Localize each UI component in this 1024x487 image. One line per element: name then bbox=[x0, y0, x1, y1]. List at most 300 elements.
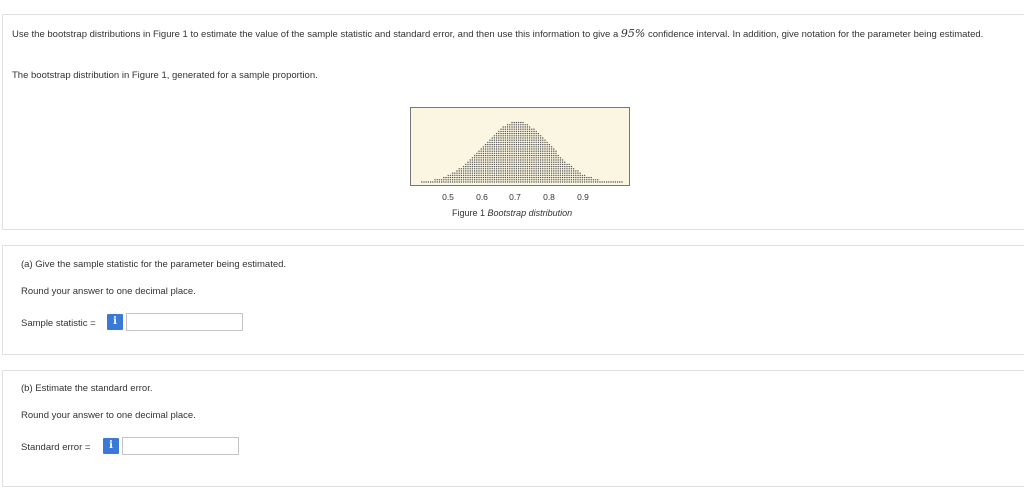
bootstrap-dot bbox=[522, 170, 523, 171]
x-tick-label: 0.5 bbox=[442, 192, 454, 202]
bootstrap-dot bbox=[551, 162, 552, 163]
bootstrap-dot bbox=[470, 162, 471, 163]
bootstrap-dot bbox=[498, 144, 499, 145]
bootstrap-dot bbox=[531, 148, 532, 149]
bootstrap-dot bbox=[498, 155, 499, 156]
bootstrap-dot bbox=[544, 157, 545, 158]
bootstrap-dot bbox=[456, 173, 457, 174]
bootstrap-dot bbox=[518, 177, 519, 178]
bootstrap-dot bbox=[533, 133, 534, 134]
bootstrap-dot bbox=[619, 181, 620, 182]
bootstrap-dot bbox=[571, 179, 572, 180]
bootstrap-dot bbox=[533, 177, 534, 178]
bootstrap-dot bbox=[525, 175, 526, 176]
bootstrap-dot bbox=[448, 181, 449, 182]
bootstrap-dot bbox=[500, 155, 501, 156]
bootstrap-dot bbox=[560, 168, 561, 169]
bootstrap-dot bbox=[538, 133, 539, 134]
bootstrap-dot bbox=[520, 122, 521, 123]
bootstrap-dot bbox=[454, 177, 455, 178]
bootstrap-dot bbox=[487, 159, 488, 160]
bootstrap-dot bbox=[621, 181, 622, 182]
bootstrap-dot bbox=[533, 166, 534, 167]
bootstrap-dot bbox=[514, 124, 515, 125]
bootstrap-dot bbox=[540, 177, 541, 178]
bootstrap-dot bbox=[481, 179, 482, 180]
bootstrap-dot bbox=[507, 153, 508, 154]
bootstrap-dot bbox=[522, 155, 523, 156]
bootstrap-dot bbox=[514, 166, 515, 167]
bootstrap-dot bbox=[487, 155, 488, 156]
bootstrap-dot bbox=[503, 175, 504, 176]
bootstrap-dot bbox=[549, 181, 550, 182]
bootstrap-dot bbox=[595, 181, 596, 182]
bootstrap-dot bbox=[544, 153, 545, 154]
bootstrap-dot bbox=[456, 181, 457, 182]
bootstrap-dot bbox=[518, 175, 519, 176]
bootstrap-dot bbox=[522, 175, 523, 176]
bootstrap-dot bbox=[474, 177, 475, 178]
bootstrap-dot bbox=[494, 164, 495, 165]
bootstrap-dot bbox=[509, 177, 510, 178]
bootstrap-dot bbox=[533, 142, 534, 143]
bootstrap-dot bbox=[483, 153, 484, 154]
bootstrap-dot bbox=[533, 151, 534, 152]
bootstrap-dot bbox=[531, 157, 532, 158]
bootstrap-dot bbox=[518, 166, 519, 167]
bootstrap-dot bbox=[542, 142, 543, 143]
bootstrap-dot bbox=[518, 173, 519, 174]
bootstrap-dot bbox=[544, 140, 545, 141]
bootstrap-dot bbox=[470, 177, 471, 178]
bootstrap-dot bbox=[533, 144, 534, 145]
bootstrap-dot bbox=[481, 170, 482, 171]
bootstrap-dot bbox=[525, 133, 526, 134]
bootstrap-dot bbox=[498, 146, 499, 147]
bootstrap-dot bbox=[575, 170, 576, 171]
bootstrap-dot bbox=[571, 173, 572, 174]
bootstrap-dot bbox=[529, 137, 530, 138]
bootstrap-dot bbox=[551, 179, 552, 180]
bootstrap-dot bbox=[533, 131, 534, 132]
bootstrap-dot bbox=[518, 122, 519, 123]
bootstrap-dot bbox=[514, 153, 515, 154]
bootstrap-dot bbox=[500, 179, 501, 180]
bootstrap-dot bbox=[487, 151, 488, 152]
bootstrap-dot bbox=[474, 159, 475, 160]
bootstrap-dot bbox=[505, 137, 506, 138]
bootstrap-dot bbox=[509, 159, 510, 160]
bootstrap-dot bbox=[474, 164, 475, 165]
bootstrap-dot bbox=[529, 151, 530, 152]
bootstrap-dot bbox=[514, 135, 515, 136]
bootstrap-dot bbox=[496, 135, 497, 136]
bootstrap-dot bbox=[555, 151, 556, 152]
bootstrap-dot bbox=[472, 179, 473, 180]
bootstrap-dot bbox=[531, 144, 532, 145]
bootstrap-dot bbox=[485, 146, 486, 147]
bootstrap-dot bbox=[456, 170, 457, 171]
standard-error-input[interactable] bbox=[122, 437, 239, 455]
bootstrap-dot bbox=[509, 144, 510, 145]
bootstrap-dot bbox=[538, 177, 539, 178]
bootstrap-dot bbox=[505, 140, 506, 141]
bootstrap-dot bbox=[476, 170, 477, 171]
bootstrap-dot bbox=[575, 175, 576, 176]
bootstrap-dot bbox=[500, 153, 501, 154]
bootstrap-dot bbox=[505, 181, 506, 182]
bootstrap-dot bbox=[538, 173, 539, 174]
bootstrap-dot bbox=[560, 170, 561, 171]
bootstrap-dot bbox=[544, 173, 545, 174]
bootstrap-dot bbox=[599, 181, 600, 182]
bootstrap-dot bbox=[505, 166, 506, 167]
bootstrap-dot bbox=[560, 164, 561, 165]
bootstrap-dot bbox=[555, 153, 556, 154]
bootstrap-dot bbox=[536, 159, 537, 160]
x-tick-label: 0.6 bbox=[476, 192, 488, 202]
bootstrap-dot bbox=[516, 137, 517, 138]
bootstrap-dot bbox=[536, 131, 537, 132]
bootstrap-dot bbox=[529, 153, 530, 154]
bootstrap-dot bbox=[489, 148, 490, 149]
bootstrap-dot bbox=[520, 177, 521, 178]
bootstrap-dot bbox=[542, 159, 543, 160]
bootstrap-dot bbox=[452, 177, 453, 178]
bootstrap-dot bbox=[525, 155, 526, 156]
bootstrap-dot bbox=[439, 179, 440, 180]
bootstrap-dot bbox=[496, 164, 497, 165]
bootstrap-dot bbox=[485, 157, 486, 158]
bootstrap-dot bbox=[500, 164, 501, 165]
bootstrap-dot bbox=[547, 148, 548, 149]
bootstrap-dot bbox=[503, 177, 504, 178]
bootstrap-dot bbox=[547, 173, 548, 174]
bootstrap-dot bbox=[520, 162, 521, 163]
info-icon[interactable]: i bbox=[107, 314, 123, 330]
bootstrap-dot bbox=[547, 170, 548, 171]
bootstrap-dot bbox=[580, 173, 581, 174]
bootstrap-dot bbox=[564, 168, 565, 169]
bootstrap-dot bbox=[478, 175, 479, 176]
bootstrap-dot bbox=[472, 157, 473, 158]
bootstrap-dot bbox=[518, 159, 519, 160]
bootstrap-dot bbox=[511, 151, 512, 152]
bootstrap-dot bbox=[558, 170, 559, 171]
bootstrap-dot bbox=[522, 133, 523, 134]
bootstrap-dot bbox=[529, 179, 530, 180]
bootstrap-dot bbox=[487, 153, 488, 154]
bootstrap-dot bbox=[602, 181, 603, 182]
bootstrap-dot bbox=[514, 126, 515, 127]
bootstrap-dot bbox=[542, 144, 543, 145]
bootstrap-dot bbox=[547, 168, 548, 169]
bootstrap-dot bbox=[542, 146, 543, 147]
bootstrap-dot bbox=[478, 173, 479, 174]
bootstrap-dot bbox=[558, 173, 559, 174]
bootstrap-dot bbox=[514, 137, 515, 138]
bootstrap-dot bbox=[514, 177, 515, 178]
bootstrap-dot bbox=[522, 181, 523, 182]
bootstrap-dot bbox=[555, 159, 556, 160]
bootstrap-dot bbox=[522, 159, 523, 160]
bootstrap-dot bbox=[509, 179, 510, 180]
bootstrap-dot bbox=[511, 133, 512, 134]
bootstrap-dot bbox=[487, 157, 488, 158]
bootstrap-dot bbox=[496, 153, 497, 154]
bootstrap-dot bbox=[511, 155, 512, 156]
bootstrap-dot bbox=[608, 181, 609, 182]
bootstrap-dot bbox=[533, 164, 534, 165]
bootstrap-dot bbox=[474, 173, 475, 174]
bootstrap-dot bbox=[474, 166, 475, 167]
bootstrap-dot bbox=[511, 146, 512, 147]
bootstrap-dot bbox=[507, 166, 508, 167]
bootstrap-dot bbox=[511, 175, 512, 176]
bootstrap-dot bbox=[498, 181, 499, 182]
bootstrap-dot bbox=[514, 179, 515, 180]
bootstrap-dot bbox=[503, 164, 504, 165]
bootstrap-dot bbox=[525, 164, 526, 165]
bootstrap-dot bbox=[566, 175, 567, 176]
bootstrap-dot bbox=[558, 164, 559, 165]
bootstrap-dot bbox=[500, 137, 501, 138]
bootstrap-dot bbox=[555, 168, 556, 169]
bootstrap-dot bbox=[514, 164, 515, 165]
bootstrap-dot bbox=[520, 144, 521, 145]
bootstrap-dot bbox=[511, 157, 512, 158]
bootstrap-dot bbox=[531, 135, 532, 136]
sample-statistic-input[interactable] bbox=[126, 313, 243, 331]
bootstrap-dot bbox=[558, 155, 559, 156]
bootstrap-dot bbox=[463, 179, 464, 180]
bootstrap-dot bbox=[463, 168, 464, 169]
bootstrap-dot bbox=[514, 173, 515, 174]
bootstrap-dot bbox=[445, 177, 446, 178]
bootstrap-dot bbox=[505, 173, 506, 174]
bootstrap-dot bbox=[553, 155, 554, 156]
bootstrap-dot bbox=[525, 179, 526, 180]
bootstrap-dot bbox=[536, 153, 537, 154]
bootstrap-dot bbox=[551, 148, 552, 149]
bootstrap-dot bbox=[536, 166, 537, 167]
bootstrap-dot bbox=[503, 155, 504, 156]
bootstrap-dot bbox=[507, 131, 508, 132]
bootstrap-dot bbox=[505, 144, 506, 145]
bootstrap-dot bbox=[544, 177, 545, 178]
bootstrap-dot bbox=[560, 181, 561, 182]
bootstrap-dot bbox=[518, 168, 519, 169]
bootstrap-dot bbox=[555, 166, 556, 167]
bootstrap-dot bbox=[573, 168, 574, 169]
confidence-level: 95% bbox=[620, 27, 646, 40]
bootstrap-dot bbox=[509, 162, 510, 163]
bootstrap-dot bbox=[555, 157, 556, 158]
bootstrap-dot bbox=[518, 146, 519, 147]
bootstrap-dot bbox=[518, 148, 519, 149]
bootstrap-dot bbox=[533, 162, 534, 163]
bootstrap-dot bbox=[503, 159, 504, 160]
bootstrap-dot bbox=[516, 179, 517, 180]
bootstrap-dot bbox=[542, 153, 543, 154]
bootstrap-dot bbox=[527, 133, 528, 134]
bootstrap-dot bbox=[496, 175, 497, 176]
bootstrap-dot bbox=[481, 164, 482, 165]
bootstrap-dot bbox=[503, 168, 504, 169]
bootstrap-dot bbox=[540, 157, 541, 158]
bootstrap-dot bbox=[538, 175, 539, 176]
bootstrap-dot bbox=[522, 129, 523, 130]
bootstrap-dot bbox=[529, 148, 530, 149]
bootstrap-dot bbox=[494, 140, 495, 141]
bootstrap-dot bbox=[569, 181, 570, 182]
bootstrap-dot bbox=[489, 157, 490, 158]
bootstrap-dot bbox=[560, 177, 561, 178]
bootstrap-dot bbox=[459, 173, 460, 174]
bootstrap-dot bbox=[489, 170, 490, 171]
bootstrap-dot bbox=[544, 155, 545, 156]
bootstrap-dot bbox=[503, 179, 504, 180]
bootstrap-dot bbox=[531, 137, 532, 138]
bootstrap-dot bbox=[472, 159, 473, 160]
bootstrap-dot bbox=[503, 144, 504, 145]
bootstrap-dot bbox=[516, 126, 517, 127]
bootstrap-dot bbox=[459, 170, 460, 171]
bootstrap-dot bbox=[538, 162, 539, 163]
bootstrap-dot bbox=[492, 177, 493, 178]
bootstrap-dot bbox=[518, 140, 519, 141]
bootstrap-dot bbox=[481, 168, 482, 169]
bootstrap-dot bbox=[527, 179, 528, 180]
bootstrap-dot bbox=[525, 126, 526, 127]
bootstrap-dot bbox=[569, 179, 570, 180]
bootstrap-dot bbox=[520, 137, 521, 138]
standard-error-label: Standard error = bbox=[21, 442, 91, 453]
bootstrap-dot bbox=[562, 168, 563, 169]
bootstrap-dot bbox=[520, 129, 521, 130]
bootstrap-dot bbox=[538, 153, 539, 154]
bootstrap-dot bbox=[509, 135, 510, 136]
bootstrap-dot bbox=[476, 164, 477, 165]
bootstrap-dot bbox=[522, 122, 523, 123]
bootstrap-dot bbox=[516, 124, 517, 125]
bootstrap-dot bbox=[503, 173, 504, 174]
bootstrap-dot bbox=[511, 173, 512, 174]
bootstrap-dot bbox=[549, 173, 550, 174]
bootstrap-dot bbox=[562, 162, 563, 163]
bootstrap-dot bbox=[518, 170, 519, 171]
bootstrap-dot bbox=[485, 155, 486, 156]
bootstrap-dot bbox=[529, 142, 530, 143]
bootstrap-dot bbox=[571, 181, 572, 182]
bootstrap-dot bbox=[443, 177, 444, 178]
bootstrap-dot bbox=[496, 137, 497, 138]
bootstrap-dot bbox=[516, 135, 517, 136]
bootstrap-dot bbox=[531, 168, 532, 169]
bootstrap-dot bbox=[485, 173, 486, 174]
bootstrap-dot bbox=[527, 131, 528, 132]
bootstrap-dot bbox=[511, 181, 512, 182]
bootstrap-dot bbox=[527, 146, 528, 147]
bootstrap-dot bbox=[500, 140, 501, 141]
bootstrap-dot bbox=[527, 159, 528, 160]
bootstrap-dot bbox=[498, 179, 499, 180]
bootstrap-dot bbox=[492, 166, 493, 167]
bootstrap-dot bbox=[518, 126, 519, 127]
bootstrap-dot bbox=[485, 153, 486, 154]
bootstrap-dot bbox=[553, 153, 554, 154]
bootstrap-dot bbox=[533, 129, 534, 130]
bootstrap-dot bbox=[549, 166, 550, 167]
bootstrap-dot bbox=[525, 153, 526, 154]
bootstrap-dot bbox=[558, 177, 559, 178]
bootstrap-dot bbox=[529, 157, 530, 158]
bootstrap-dot bbox=[531, 140, 532, 141]
bootstrap-dot bbox=[514, 131, 515, 132]
bootstrap-dot bbox=[481, 177, 482, 178]
bootstrap-dot bbox=[505, 175, 506, 176]
bootstrap-dot bbox=[540, 148, 541, 149]
bootstrap-dot bbox=[531, 170, 532, 171]
bootstrap-dot bbox=[522, 166, 523, 167]
bootstrap-dot bbox=[525, 170, 526, 171]
bootstrap-dot bbox=[518, 124, 519, 125]
bootstrap-dot bbox=[571, 168, 572, 169]
bootstrap-dot bbox=[467, 166, 468, 167]
bootstrap-dot bbox=[542, 151, 543, 152]
bootstrap-dot bbox=[437, 179, 438, 180]
bootstrap-dot bbox=[498, 135, 499, 136]
bootstrap-dot bbox=[525, 168, 526, 169]
bootstrap-dot bbox=[496, 170, 497, 171]
bootstrap-dot bbox=[518, 129, 519, 130]
bootstrap-dot bbox=[533, 146, 534, 147]
bootstrap-dot bbox=[483, 181, 484, 182]
bootstrap-dot bbox=[542, 175, 543, 176]
bootstrap-dot bbox=[441, 181, 442, 182]
bootstrap-dot bbox=[531, 153, 532, 154]
bootstrap-dot bbox=[474, 181, 475, 182]
bootstrap-dot bbox=[428, 181, 429, 182]
bootstrap-dot bbox=[553, 175, 554, 176]
bootstrap-dot bbox=[549, 157, 550, 158]
bootstrap-dot bbox=[533, 137, 534, 138]
bootstrap-dot bbox=[564, 181, 565, 182]
bootstrap-dot bbox=[487, 162, 488, 163]
bootstrap-dot bbox=[538, 159, 539, 160]
bootstrap-dot bbox=[509, 157, 510, 158]
info-icon[interactable]: i bbox=[103, 438, 119, 454]
bootstrap-dot bbox=[531, 175, 532, 176]
bootstrap-dot bbox=[492, 146, 493, 147]
bootstrap-dot bbox=[529, 173, 530, 174]
bootstrap-dot bbox=[553, 164, 554, 165]
bootstrap-dot bbox=[516, 153, 517, 154]
bootstrap-dot bbox=[509, 153, 510, 154]
bootstrap-dot bbox=[511, 140, 512, 141]
bootstrap-dot bbox=[529, 162, 530, 163]
bootstrap-dot bbox=[452, 173, 453, 174]
bootstrap-dot bbox=[461, 175, 462, 176]
bootstrap-dot bbox=[456, 177, 457, 178]
bootstrap-dot bbox=[461, 181, 462, 182]
bootstrap-dot bbox=[566, 181, 567, 182]
bootstrap-dot bbox=[494, 153, 495, 154]
bootstrap-dot bbox=[580, 177, 581, 178]
bootstrap-dot bbox=[516, 162, 517, 163]
bootstrap-dot bbox=[542, 166, 543, 167]
bootstrap-dot bbox=[518, 133, 519, 134]
